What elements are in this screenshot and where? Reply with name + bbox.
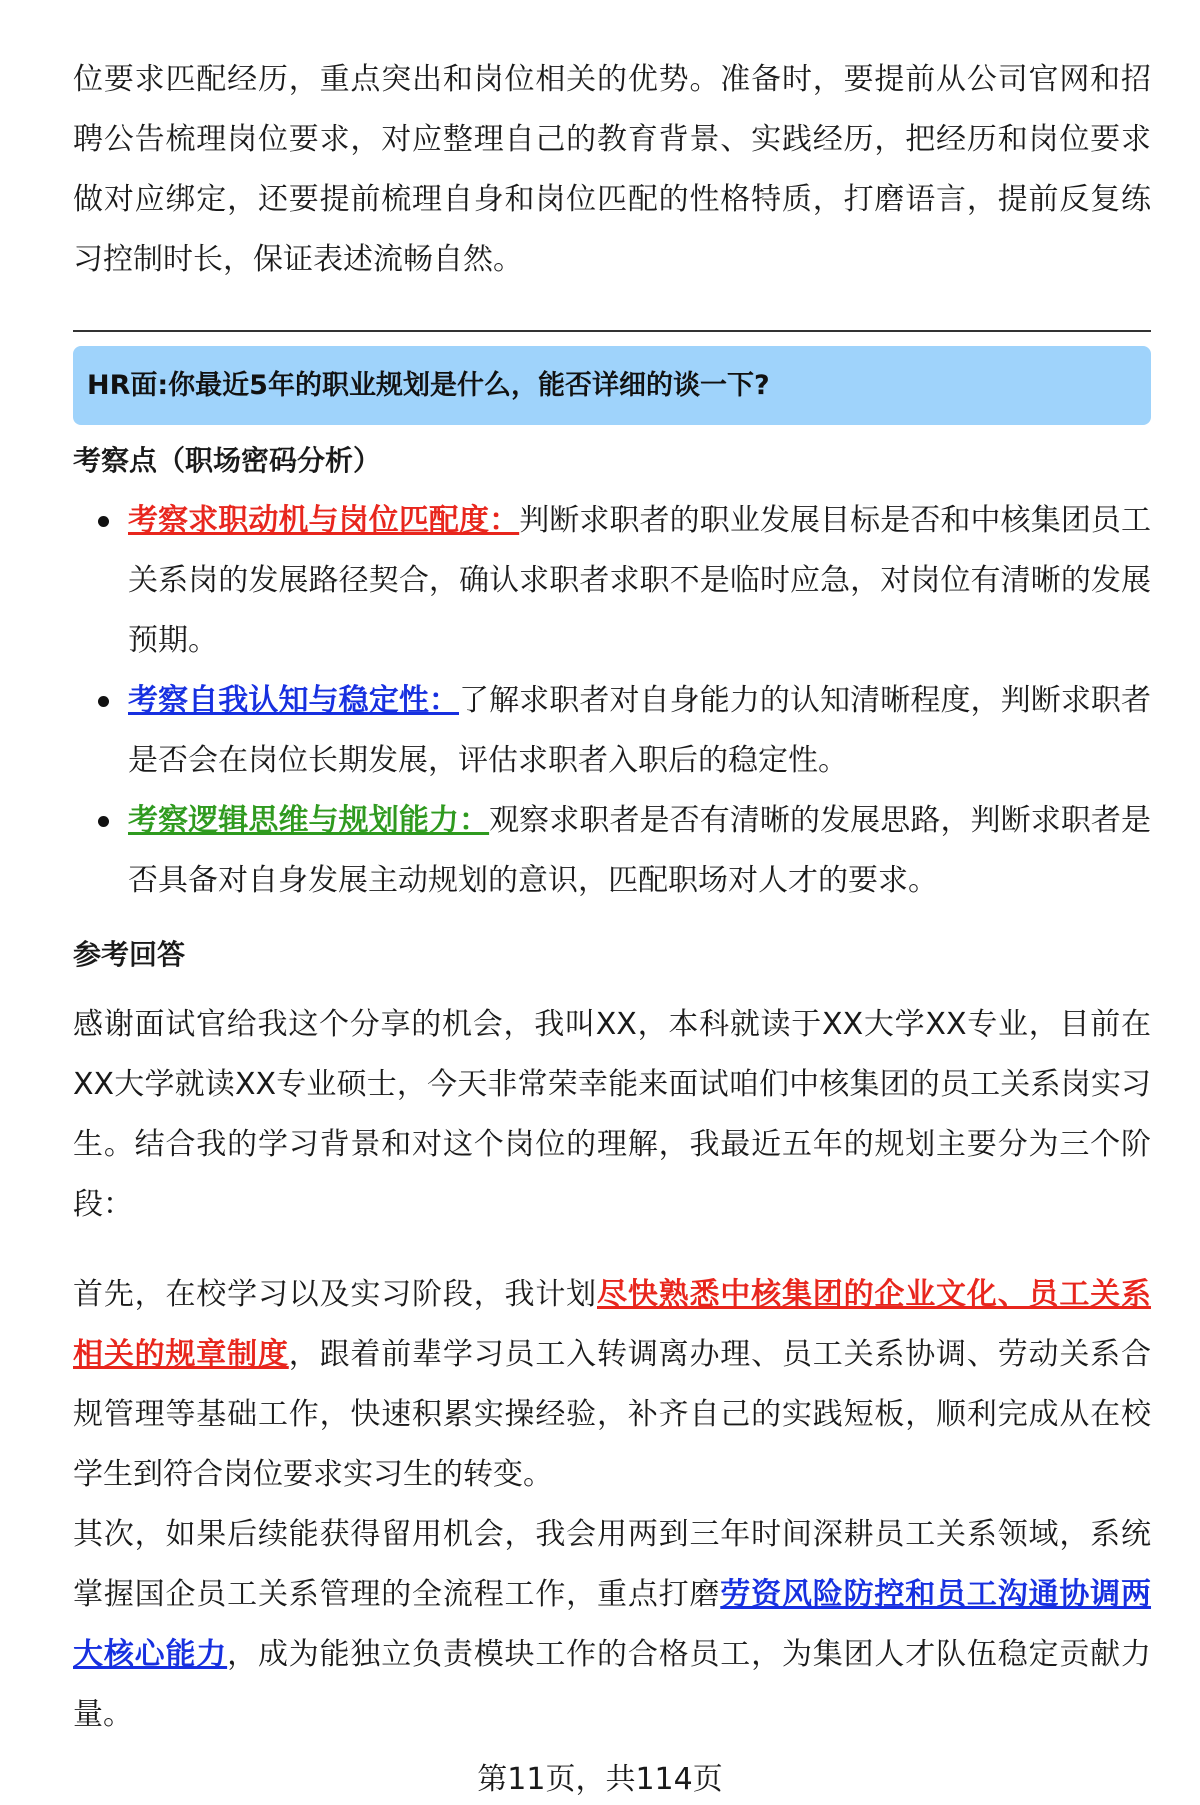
intro-paragraph: 位要求匹配经历，重点突出和岗位相关的优势。准备时，要提前从公司官网和招聘公告梳理岗位要求，对应整理自己的教育背景、实践经历，把经历和岗位要求做对应绑定，还要提前梳理自身和岗位匹配的性格特质，打磨语言，提前反复练习控制时长，保证表述流畅自然。 — [73, 62, 1151, 277]
answer-body — [73, 995, 1151, 1745]
text: ，成为能独立负责模块工作的合格员工，为集团人才队伍稳定贡献力量。 — [73, 1637, 1152, 1732]
analysis-list — [73, 491, 1151, 911]
answer-heading: 参考回答 — [73, 938, 186, 971]
list-item — [128, 671, 1151, 791]
analysis-heading: 考察点（职场密码分析） — [73, 444, 382, 477]
list-item — [128, 491, 1151, 671]
point-text: 了解求职者对自身能力的认知清晰程度，判断求职者是否会在岗位长期发展，评估求职者入职后的稳定性。 — [128, 683, 1151, 778]
text: ，跟着前辈学习员工入转调离办理、员工关系协调、劳动关系合规管理等基础工作，快速积累实操经验，补齐自己的实践短板，顺利完成从在校学生到符合岗位要求实习生的转变。 — [73, 1337, 1152, 1492]
list-item — [128, 791, 1151, 911]
point-lead: 考察逻辑思维与规划能力： — [128, 803, 490, 838]
divider — [73, 330, 1151, 332]
document-page — [73, 0, 1151, 1745]
answer-paragraph-1: 感谢面试官给我这个分享的机会，我叫XX，本科就读于XX大学XX专业，目前在XX大学就读XX专业硕士，今天非常荣幸能来面试咱们中核集团的员工关系岗实习生。结合我的学习背景和对这个岗位的理解，我最近五年的规划主要分为三个阶段： — [73, 1007, 1151, 1222]
point-text: 观察求职者是否有清晰的发展思路，判断求职者是否具备对自身发展主动规划的意识，匹配职场对人才的要求。 — [128, 803, 1152, 898]
highlight-red: 尽快熟悉中核集团的企业文化、员工关系相关的规章制度 — [73, 1277, 1151, 1372]
answer-paragraph-3 — [73, 1505, 1151, 1745]
text: 首先，在校学习以及实习阶段，我计划 — [73, 1277, 597, 1312]
page-footer: 第11页，共114页 — [477, 1762, 723, 1797]
question-title: HR面:你最近5年的职业规划是什么，能否详细的谈一下? — [87, 369, 770, 401]
text: 其次，如果后续能获得留用机会，我会用两到三年时间深耕员工关系领域，系统掌握国企员工关系管理的全流程工作，重点打磨 — [73, 1517, 1151, 1612]
point-lead: 考察求职动机与岗位匹配度： — [128, 503, 520, 538]
point-text: 判断求职者的职业发展目标是否和中核集团员工关系岗的发展路径契合，确认求职者求职不是临时应急，对岗位有清晰的发展预期。 — [128, 503, 1152, 658]
answer-paragraph-2 — [73, 1265, 1151, 1505]
question-box — [73, 346, 1151, 425]
point-lead: 考察自我认知与稳定性： — [128, 683, 459, 718]
highlight-blue: 劳资风险防控和员工沟通协调两大核心能力 — [73, 1577, 1152, 1672]
